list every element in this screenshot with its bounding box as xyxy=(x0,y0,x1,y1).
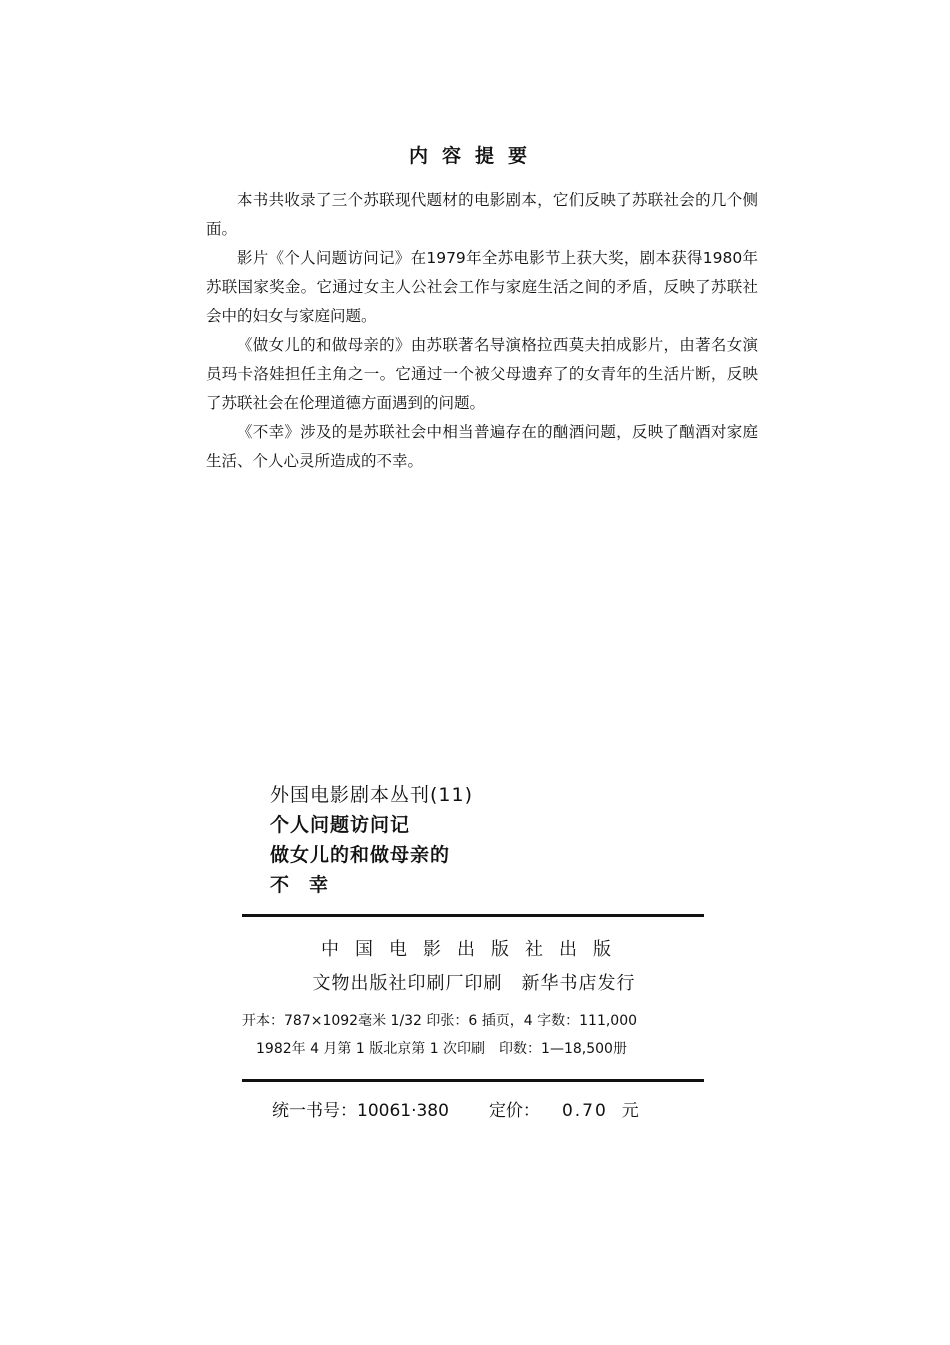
book-number-price-line xyxy=(272,1096,706,1121)
book-title: 个人问题访问记 xyxy=(270,814,411,836)
book-title: 不幸 xyxy=(270,874,349,896)
divider xyxy=(242,1079,704,1082)
book-number: 10061·380 xyxy=(357,1101,449,1121)
abstract-paragraph: 《做女儿的和做母亲的》由苏联著名导演格拉西莫夫拍成影片，由著名女演员玛卡洛娃担任主角之一。它通过一个被父母遗弃了的女青年的生活片断，反映了苏联社会在伦理道德方面遇到的问题。 xyxy=(206,336,758,412)
book-title: 做女儿的和做母亲的 xyxy=(270,844,451,866)
book-number-label: 统一书号： xyxy=(272,1101,357,1121)
abstract-title: 内容提要 xyxy=(408,145,541,167)
abstract-paragraph: 本书共收录了三个苏联现代题材的电影剧本，它们反映了苏联社会的几个侧面。 xyxy=(206,191,758,238)
colophon xyxy=(242,780,706,1121)
printer-line: 文物出版社印刷厂印刷 新华书店发行 xyxy=(312,973,636,994)
price-value: 0.70 xyxy=(561,1101,608,1121)
abstract-paragraph: 《不幸》涉及的是苏联社会中相当普遍存在的酗酒问题，反映了酗酒对家庭生活、个人心灵所造成的不幸。 xyxy=(206,423,758,470)
specs-line: 1982年 4 月第 1 版北京第 1 次印刷 印数：1—18,500册 xyxy=(256,1041,627,1057)
publisher-line: 中国电影出版社出版 xyxy=(321,939,627,960)
divider xyxy=(242,914,704,917)
abstract-paragraph: 影片《个人问题访问记》在1979年全苏电影节上获大奖，剧本获得1980年苏联国家奖金。它通过女主人公社会工作与家庭生活之间的矛盾，反映了苏联社会中的妇女与家庭问题。 xyxy=(206,249,758,325)
price-label: 定价： xyxy=(488,1101,540,1121)
series-name: 外国电影剧本丛刊(11) xyxy=(270,784,474,806)
abstract-body xyxy=(206,186,758,476)
currency: 元 xyxy=(621,1101,639,1121)
specs-line: 开本：787×1092毫米 1/32 印张：6 插页，4 字数：111,000 xyxy=(242,1013,638,1029)
